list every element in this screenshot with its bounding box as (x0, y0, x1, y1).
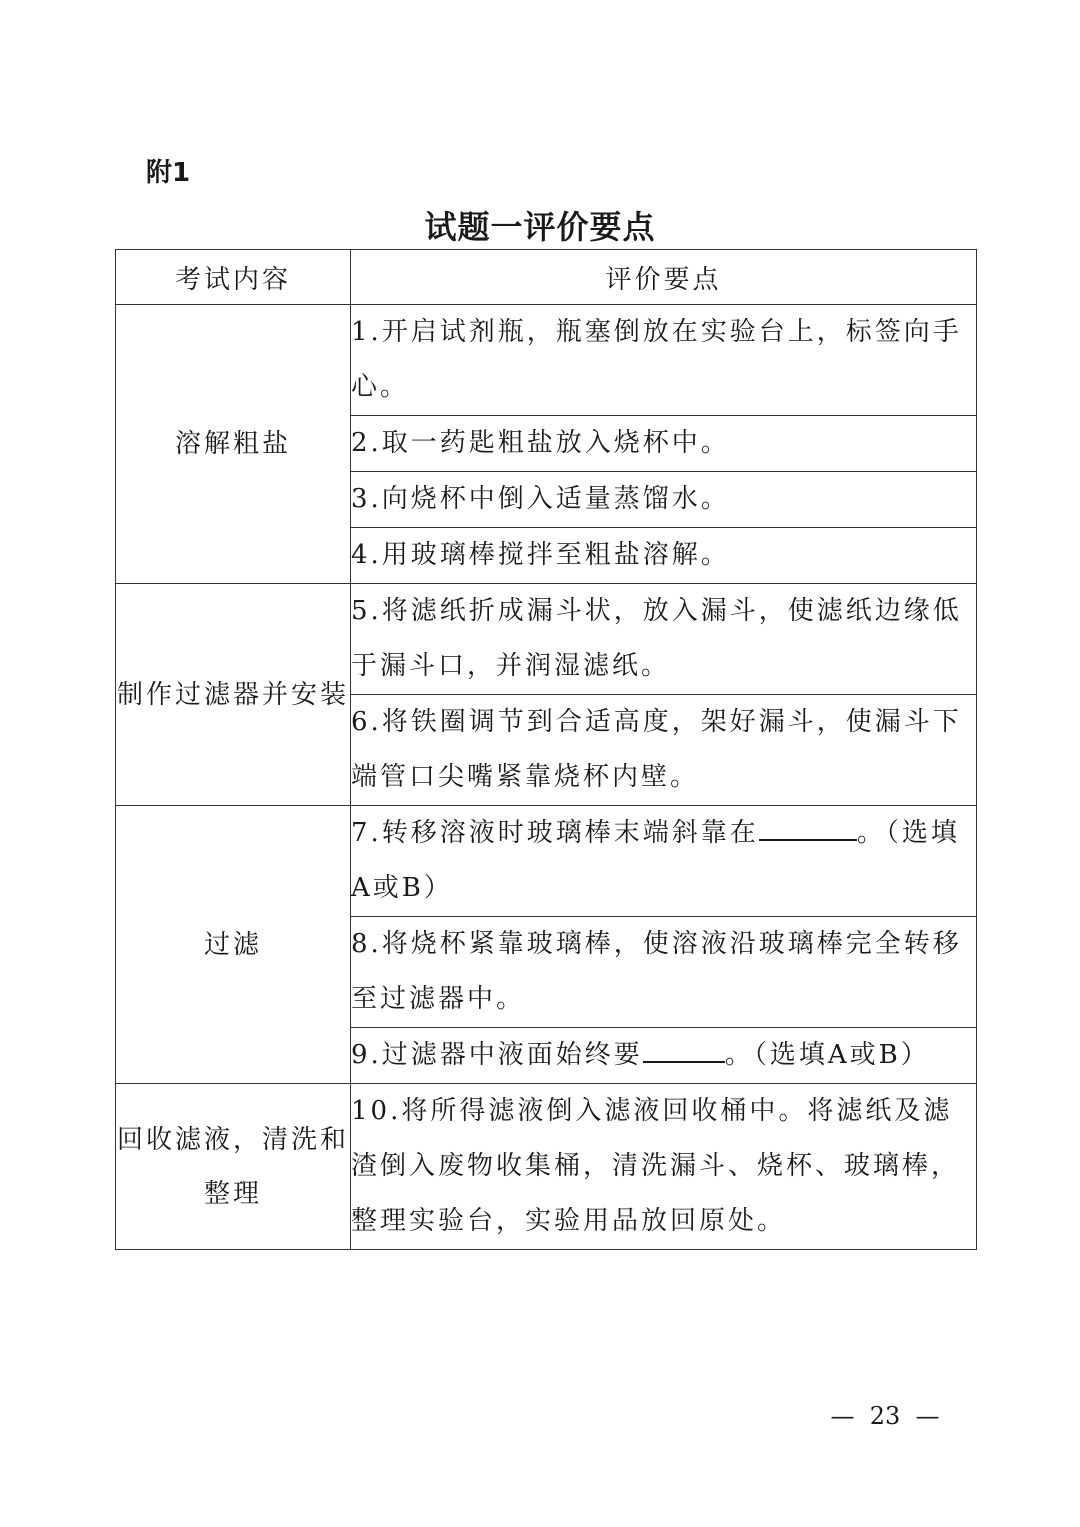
item-7-text-before: 7.转移溶液时玻璃棒末端斜靠在 (351, 818, 759, 848)
page-number: — 23 — (830, 1402, 940, 1430)
point-item-3: 3.向烧杯中倒入适量蒸馏水。 (351, 472, 977, 528)
category-recycle-clean: 回收滤液，清洗和整理 (116, 1084, 351, 1250)
point-item-6: 6.将铁圈调节到合适高度，架好漏斗，使漏斗下端管口尖嘴紧靠烧杯内壁。 (351, 695, 977, 806)
category-filtration: 过滤 (116, 806, 351, 1084)
attachment-label: 附1 (146, 158, 191, 188)
point-item-7 (351, 806, 977, 917)
table-row (116, 584, 977, 695)
table-header-row (116, 250, 977, 305)
point-item-4: 4.用玻璃棒搅拌至粗盐溶解。 (351, 528, 977, 584)
header-exam-content: 考试内容 (116, 250, 351, 305)
item-9-text-before: 9.过滤器中液面始终要 (351, 1040, 643, 1070)
point-item-9 (351, 1028, 977, 1084)
point-item-8: 8.将烧杯紧靠玻璃棒，使溶液沿玻璃棒完全转移至过滤器中。 (351, 917, 977, 1028)
header-evaluation-points: 评价要点 (351, 250, 977, 305)
table-row (116, 806, 977, 917)
category-make-filter: 制作过滤器并安装 (116, 584, 351, 806)
category-dissolve-salt: 溶解粗盐 (116, 305, 351, 584)
item-7-text-after: 。（选填A或B） (351, 818, 960, 903)
item-9-text-after: 。（选填A或B） (724, 1040, 930, 1070)
point-item-1: 1.开启试剂瓶，瓶塞倒放在实验台上，标签向手心。 (351, 305, 977, 416)
point-item-5: 5.将滤纸折成漏斗状，放入漏斗，使滤纸边缘低于漏斗口，并润湿滤纸。 (351, 584, 977, 695)
point-item-2: 2.取一药匙粗盐放入烧杯中。 (351, 416, 977, 472)
fill-blank-7 (759, 839, 857, 841)
table-row (116, 1084, 977, 1250)
document-title: 试题一评价要点 (424, 208, 656, 246)
table-row (116, 305, 977, 416)
page-number-value: 23 (869, 1402, 901, 1430)
fill-blank-9 (643, 1061, 725, 1063)
evaluation-table (115, 249, 977, 1250)
point-item-10: 10.将所得滤液倒入滤液回收桶中。将滤纸及滤渣倒入废物收集桶，清洗漏斗、烧杯、玻璃棒，整理实验台，实验用品放回原处。 (351, 1084, 977, 1250)
